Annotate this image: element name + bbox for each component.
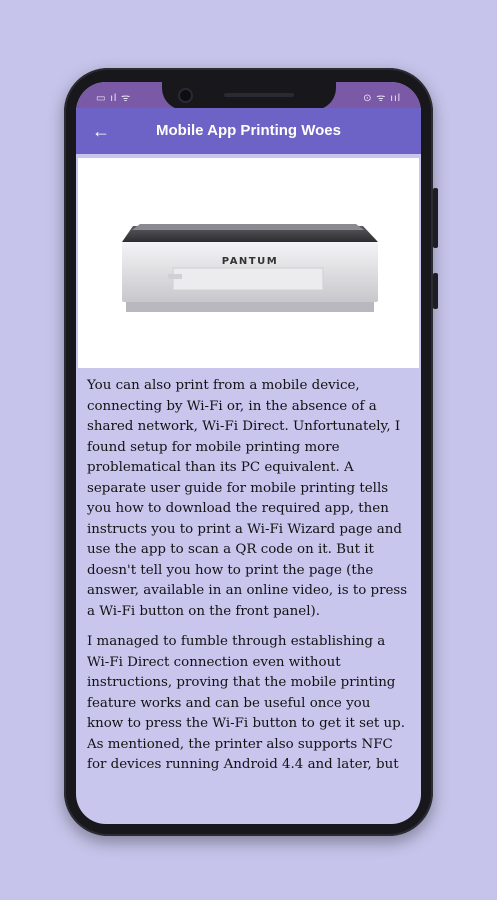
printer-image xyxy=(78,158,419,368)
status-icons-left: ▭ ıl ᯤ xyxy=(96,93,132,104)
power-button xyxy=(433,273,438,309)
volume-button xyxy=(433,188,438,248)
back-arrow-icon[interactable]: ← xyxy=(92,121,110,141)
paper-tray xyxy=(173,268,323,290)
page-title: Mobile App Printing Woes xyxy=(156,122,341,139)
printer-brand-label: PANTUM xyxy=(221,256,279,267)
app-bar xyxy=(76,108,421,154)
article-body xyxy=(87,376,409,786)
front-camera-icon xyxy=(180,90,191,101)
article-paragraph: I managed to fumble through establishing a Wi-Fi Direct connection even without instructions, proving that the mobile printing feature works and can be useful once you know to press the Wi-Fi button to get it set up. As mentioned, the printer also supports NFC for devices running Android 4.4 and later, but xyxy=(87,634,406,772)
phone-screen xyxy=(76,82,421,824)
earpiece-speaker xyxy=(224,93,294,97)
status-icons-right: ⊙ ᯤ ııl xyxy=(363,93,401,104)
printer-base xyxy=(126,302,374,312)
article-paragraph: You can also print from a mobile device, connecting by Wi-Fi or, in the absence of a shared network, Wi-Fi Direct. Unfortunately, I found setup for mobile printing more problematical than its PC equivalent. A separate user guide for mobile printing tells you how to download the required app, then instructs you to print a Wi-Fi Wizard page and use the app to scan a QR code on it. But it doesn't tell you how to print the page (the answer, available in an online video, is to press a Wi-Fi button on the front panel). xyxy=(87,378,408,619)
camera-notch xyxy=(162,82,336,110)
printer-illustration xyxy=(78,158,419,368)
